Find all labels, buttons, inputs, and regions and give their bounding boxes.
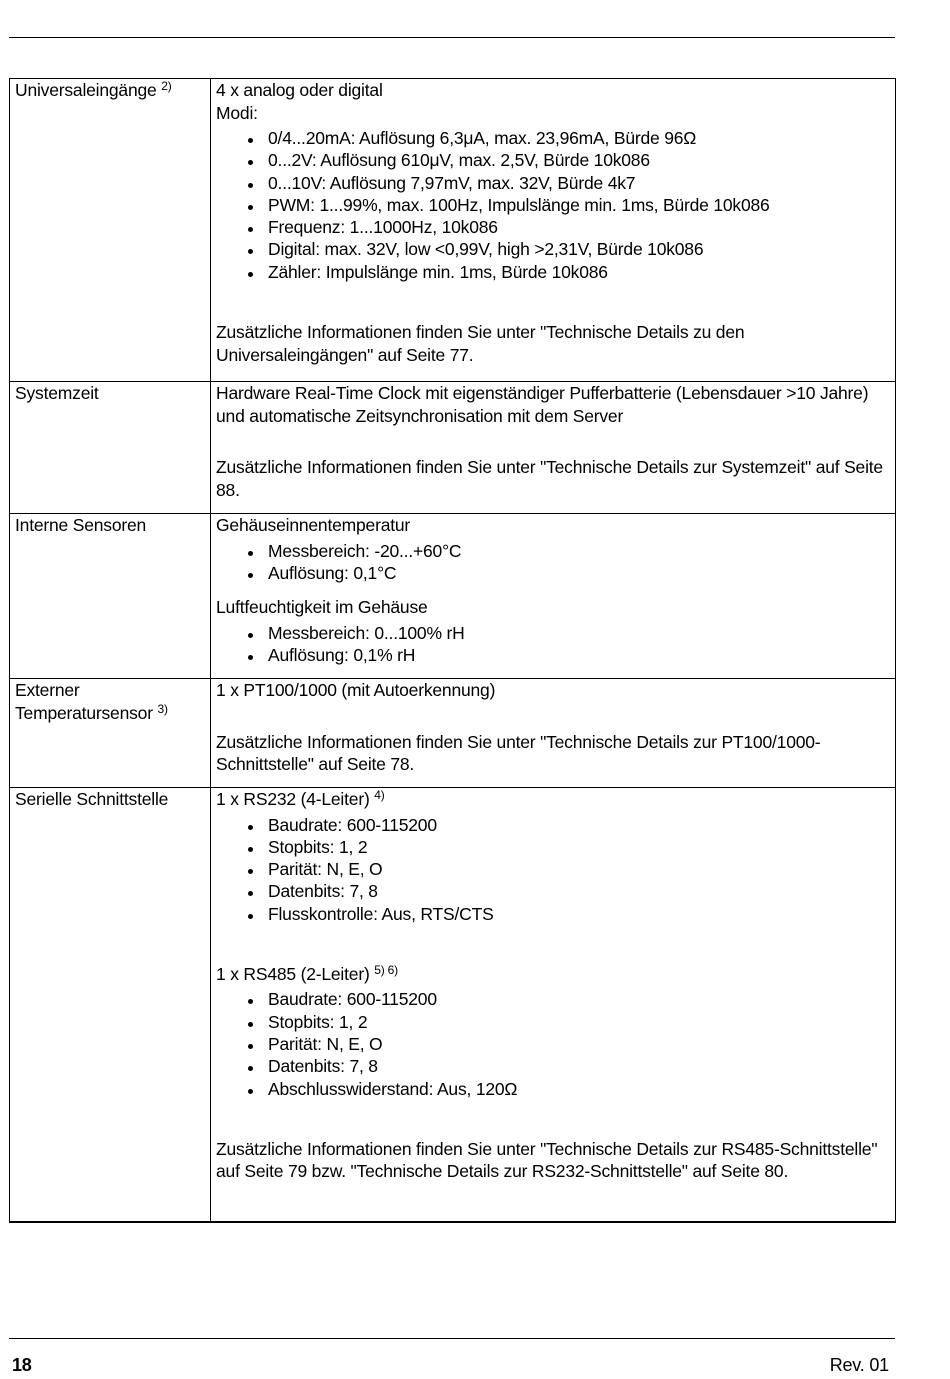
row-content xyxy=(211,79,896,382)
list-item: Zähler: Impulslänge min. 1ms, Bürde 10k086 xyxy=(268,261,891,283)
table-row xyxy=(10,79,896,382)
table-row xyxy=(10,382,896,514)
row-label xyxy=(10,79,211,382)
bullet-list xyxy=(216,540,891,585)
label-text: Universaleingänge xyxy=(15,80,157,100)
row-label xyxy=(10,514,211,679)
list-item: Messbereich: 0...100% rH xyxy=(268,622,891,644)
list-item: 0...10V: Auflösung 7,97mV, max. 32V, Bürde 4k7 xyxy=(268,172,891,194)
footnote-ref: 4) xyxy=(374,788,385,802)
info-note: Zusätzliche Informationen finden Sie unter "Technische Details zur Systemzeit" auf Seite 88. xyxy=(216,457,883,500)
list-item: 0...2V: Auflösung 610μV, max. 2,5V, Bürde 10k086 xyxy=(268,149,891,171)
info-note: Zusätzliche Informationen finden Sie unter "Technische Details zu den Universaleingängen" auf Seite 77. xyxy=(216,322,745,365)
content-line: 4 x analog oder digital xyxy=(216,80,383,100)
row-content xyxy=(211,382,896,514)
label-text: Serielle Schnittstelle xyxy=(15,789,169,809)
list-item: Frequenz: 1...1000Hz, 10k086 xyxy=(268,216,891,238)
list-item: Flusskontrolle: Aus, RTS/CTS xyxy=(268,903,891,925)
list-item: Stopbits: 1, 2 xyxy=(268,1011,891,1033)
table-row xyxy=(10,679,896,788)
header-rule xyxy=(9,37,895,38)
row-label xyxy=(10,679,211,788)
content-line: Luftfeuchtigkeit im Gehäuse xyxy=(216,597,428,618)
content-line: Gehäuseinnentemperatur xyxy=(216,515,411,535)
table-row xyxy=(10,788,896,1222)
bullet-list xyxy=(216,622,891,667)
list-item: PWM: 1...99%, max. 100Hz, Impulslänge min. 1ms, Bürde 10k086 xyxy=(268,194,891,216)
list-item: Datenbits: 7, 8 xyxy=(268,1055,891,1077)
content-line: 1 x RS232 (4-Leiter) xyxy=(216,789,370,809)
list-item: Baudrate: 600-115200 xyxy=(268,814,891,836)
row-content xyxy=(211,514,896,679)
row-content xyxy=(211,679,896,788)
row-label xyxy=(10,382,211,514)
label-text: Interne Sensoren xyxy=(15,515,147,535)
label-text: Temperatursensor xyxy=(15,702,153,723)
list-item: Messbereich: -20...+60°C xyxy=(268,540,891,562)
content-line: 1 x RS485 (2-Leiter) xyxy=(216,963,370,984)
list-item: Stopbits: 1, 2 xyxy=(268,836,891,858)
list-item: Parität: N, E, O xyxy=(268,1033,891,1055)
bullet-list xyxy=(216,127,891,283)
table-row xyxy=(10,514,896,679)
list-item: Baudrate: 600-115200 xyxy=(268,988,891,1010)
info-note: Zusätzliche Informationen finden Sie unter "Technische Details zur RS485-Schnittstelle" auf Seite 79 bzw. "Technische Details zur RS232-Schnittstelle" auf Seite 80. xyxy=(216,1138,878,1182)
row-label xyxy=(10,788,211,1222)
label-text: Systemzeit xyxy=(15,383,99,403)
row-content xyxy=(211,788,896,1222)
bullet-list xyxy=(216,814,891,925)
label-text: Externer xyxy=(15,680,80,700)
revision-label: Rev. 01 xyxy=(829,1355,889,1375)
content-line: Hardware Real-Time Clock mit eigenständiger Pufferbatterie (Lebensdauer >10 Jahre) und automatische Zeitsynchronisation mit dem Server xyxy=(216,383,869,426)
footnote-ref: 2) xyxy=(161,79,172,93)
footer-rule xyxy=(9,1338,895,1339)
footnote-ref: 3) xyxy=(157,701,168,716)
list-item: Parität: N, E, O xyxy=(268,858,891,880)
list-item: Datenbits: 7, 8 xyxy=(268,880,891,902)
page-number: 18 xyxy=(12,1355,32,1375)
spec-table xyxy=(9,78,896,1223)
list-item: Digital: max. 32V, low <0,99V, high >2,31V, Bürde 10k086 xyxy=(268,238,891,260)
info-note: Zusätzliche Informationen finden Sie unter "Technische Details zur PT100/1000-Schnittstelle" auf Seite 78. xyxy=(216,731,821,774)
bullet-list xyxy=(216,988,891,1099)
content-line: Modi: xyxy=(216,102,258,123)
footnote-ref: 5) 6) xyxy=(374,962,398,977)
list-item: Auflösung: 0,1°C xyxy=(268,562,891,584)
list-item: Abschlusswiderstand: Aus, 120Ω xyxy=(268,1078,891,1100)
list-item: 0/4...20mA: Auflösung 6,3μA, max. 23,96mA, Bürde 96Ω xyxy=(268,127,891,149)
list-item: Auflösung: 0,1% rH xyxy=(268,644,891,666)
content-line: 1 x PT100/1000 (mit Autoerkennung) xyxy=(216,680,496,700)
